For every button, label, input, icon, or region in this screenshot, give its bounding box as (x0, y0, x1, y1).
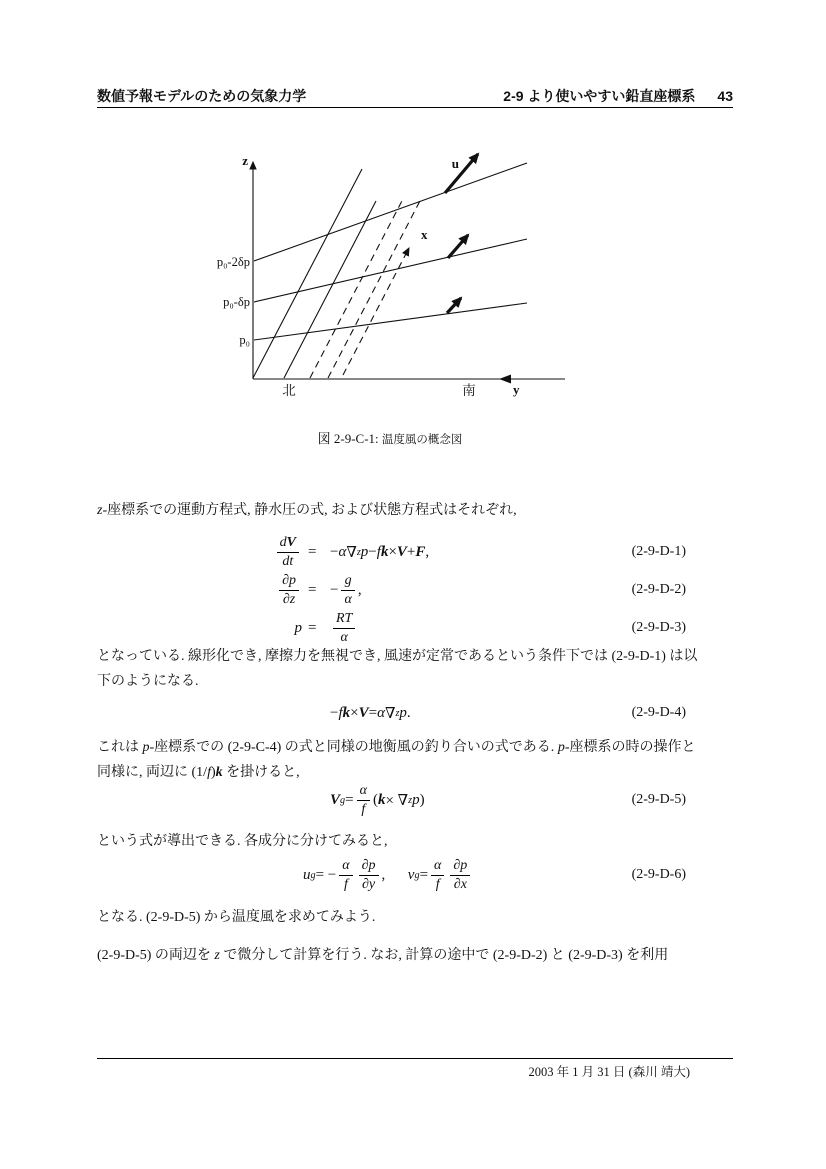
body-paragraph-6: (2-9-D-5) の両辺を z で微分して計算を行う. なお, 計算の途中で (2-9-D-2) と (2-9-D-3) を利用 (97, 948, 669, 963)
equation-6-tag: (2-9-D-6) (631, 867, 686, 882)
y-axis-label: y (513, 382, 520, 397)
body-paragraph-1: z-座標系での運動方程式, 静水圧の式, および状態方程式はそれぞれ, (97, 503, 517, 518)
isobar-p0 (254, 303, 527, 340)
page-header (97, 86, 733, 106)
header-rule (97, 107, 733, 108)
equation-6 (97, 856, 730, 894)
body-paragraph-2: となっている. 線形化でき, 摩擦力を無視でき, 風速が定常であるという条件下では (2-9-D-1) は以 下のようになる. (97, 649, 698, 689)
isobar-p0-dp (254, 239, 527, 302)
pressure-label-p0-2dp: p₀-2δp (216, 255, 250, 269)
equation-5-tag: (2-9-D-5) (631, 792, 686, 807)
z-axis-label: z (242, 153, 248, 168)
equation-1-equals: = (308, 543, 317, 560)
equation-6-body: u g = − $\frac{\alpha}{f}$ $\frac{\partial p}{\partial y}$ , v g = $\frac{\alpha}{f}$ $\frac{\partial p}{\partial x}$ (303, 858, 473, 892)
equation-3-tag: (2-9-D-3) (631, 620, 686, 635)
footer-rule (97, 1058, 733, 1059)
footer-date: 2003 年 1 月 31 日 (森川 靖大) (528, 1065, 690, 1079)
equation-4-body: − f k × V = α ∇ z p . (330, 704, 411, 722)
pressure-label-p0: p₀ (239, 333, 250, 347)
wind-arrow-top (445, 154, 478, 193)
direction-label-south: 南 (462, 383, 476, 398)
equation-5-body: V g = $\frac{\alpha}{f}$ ( k × ∇ z p ) (330, 782, 425, 817)
equation-block-aligned (97, 533, 730, 647)
isobar-p0-2dp (254, 163, 527, 261)
oblique-line-2 (284, 201, 376, 378)
figure-caption-text: 温度風の概念図 (381, 434, 463, 446)
equation-2-rhs: − $\frac{g}{\alpha}$ , (330, 572, 362, 607)
equation-5 (97, 781, 730, 819)
equation-2-equals: = (308, 581, 317, 598)
pressure-label-p0-dp: p₀-δp (223, 295, 250, 309)
equation-4-tag: (2-9-D-4) (631, 705, 686, 720)
thermal-wind-diagram (200, 145, 580, 405)
header-right-group (503, 86, 733, 106)
equation-3-equals: = (308, 619, 317, 636)
equation-1-tag: (2-9-D-1) (631, 544, 686, 559)
x-axis-dashed-arrow (343, 248, 409, 375)
y-axis-arrowhead (499, 375, 511, 384)
body-paragraph-5: となる. (2-9-D-5) から温度風を求めてみよう. (97, 910, 376, 925)
body-paragraph-4: という式が導出できる. 各成分に分けてみると, (97, 834, 388, 849)
figure-caption-label: 図 2-9-C-1: (317, 431, 379, 446)
oblique-dashed-line-2 (328, 197, 422, 378)
equation-1-rhs: − α ∇ z p − f k × V + F , (330, 543, 430, 561)
oblique-line-1 (253, 169, 362, 378)
direction-label-north: 北 (282, 383, 296, 398)
body-paragraph-3: これは p-座標系での (2-9-C-4) の式と同様の地衡風の釣り合いの式である. p-座標系の時の操作と 同様に, 両辺に (1/f)k を掛けると, (97, 740, 696, 780)
wind-label-u: u (451, 156, 459, 171)
equation-2-lhs: $\frac{\partial p}{\partial z}$ (97, 571, 302, 609)
equation-4 (97, 699, 730, 727)
equation-3-lhs: p (294, 619, 302, 636)
figure-caption (200, 428, 580, 447)
header-book-title: 数値予報モデルのための気象力学 (97, 88, 307, 104)
equation-1-lhs: $\frac{dV}{dt}$ (97, 533, 302, 571)
equation-2-tag: (2-9-D-2) (631, 582, 686, 597)
wind-arrow-bottom (447, 298, 461, 313)
x-axis-label: x (421, 227, 428, 242)
header-page-number: 43 (717, 88, 733, 104)
header-section-title: 2-9 より使いやすい鉛直座標系 (503, 88, 696, 104)
equation-3-rhs: $\frac{RT}{\alpha}$ (330, 609, 429, 647)
